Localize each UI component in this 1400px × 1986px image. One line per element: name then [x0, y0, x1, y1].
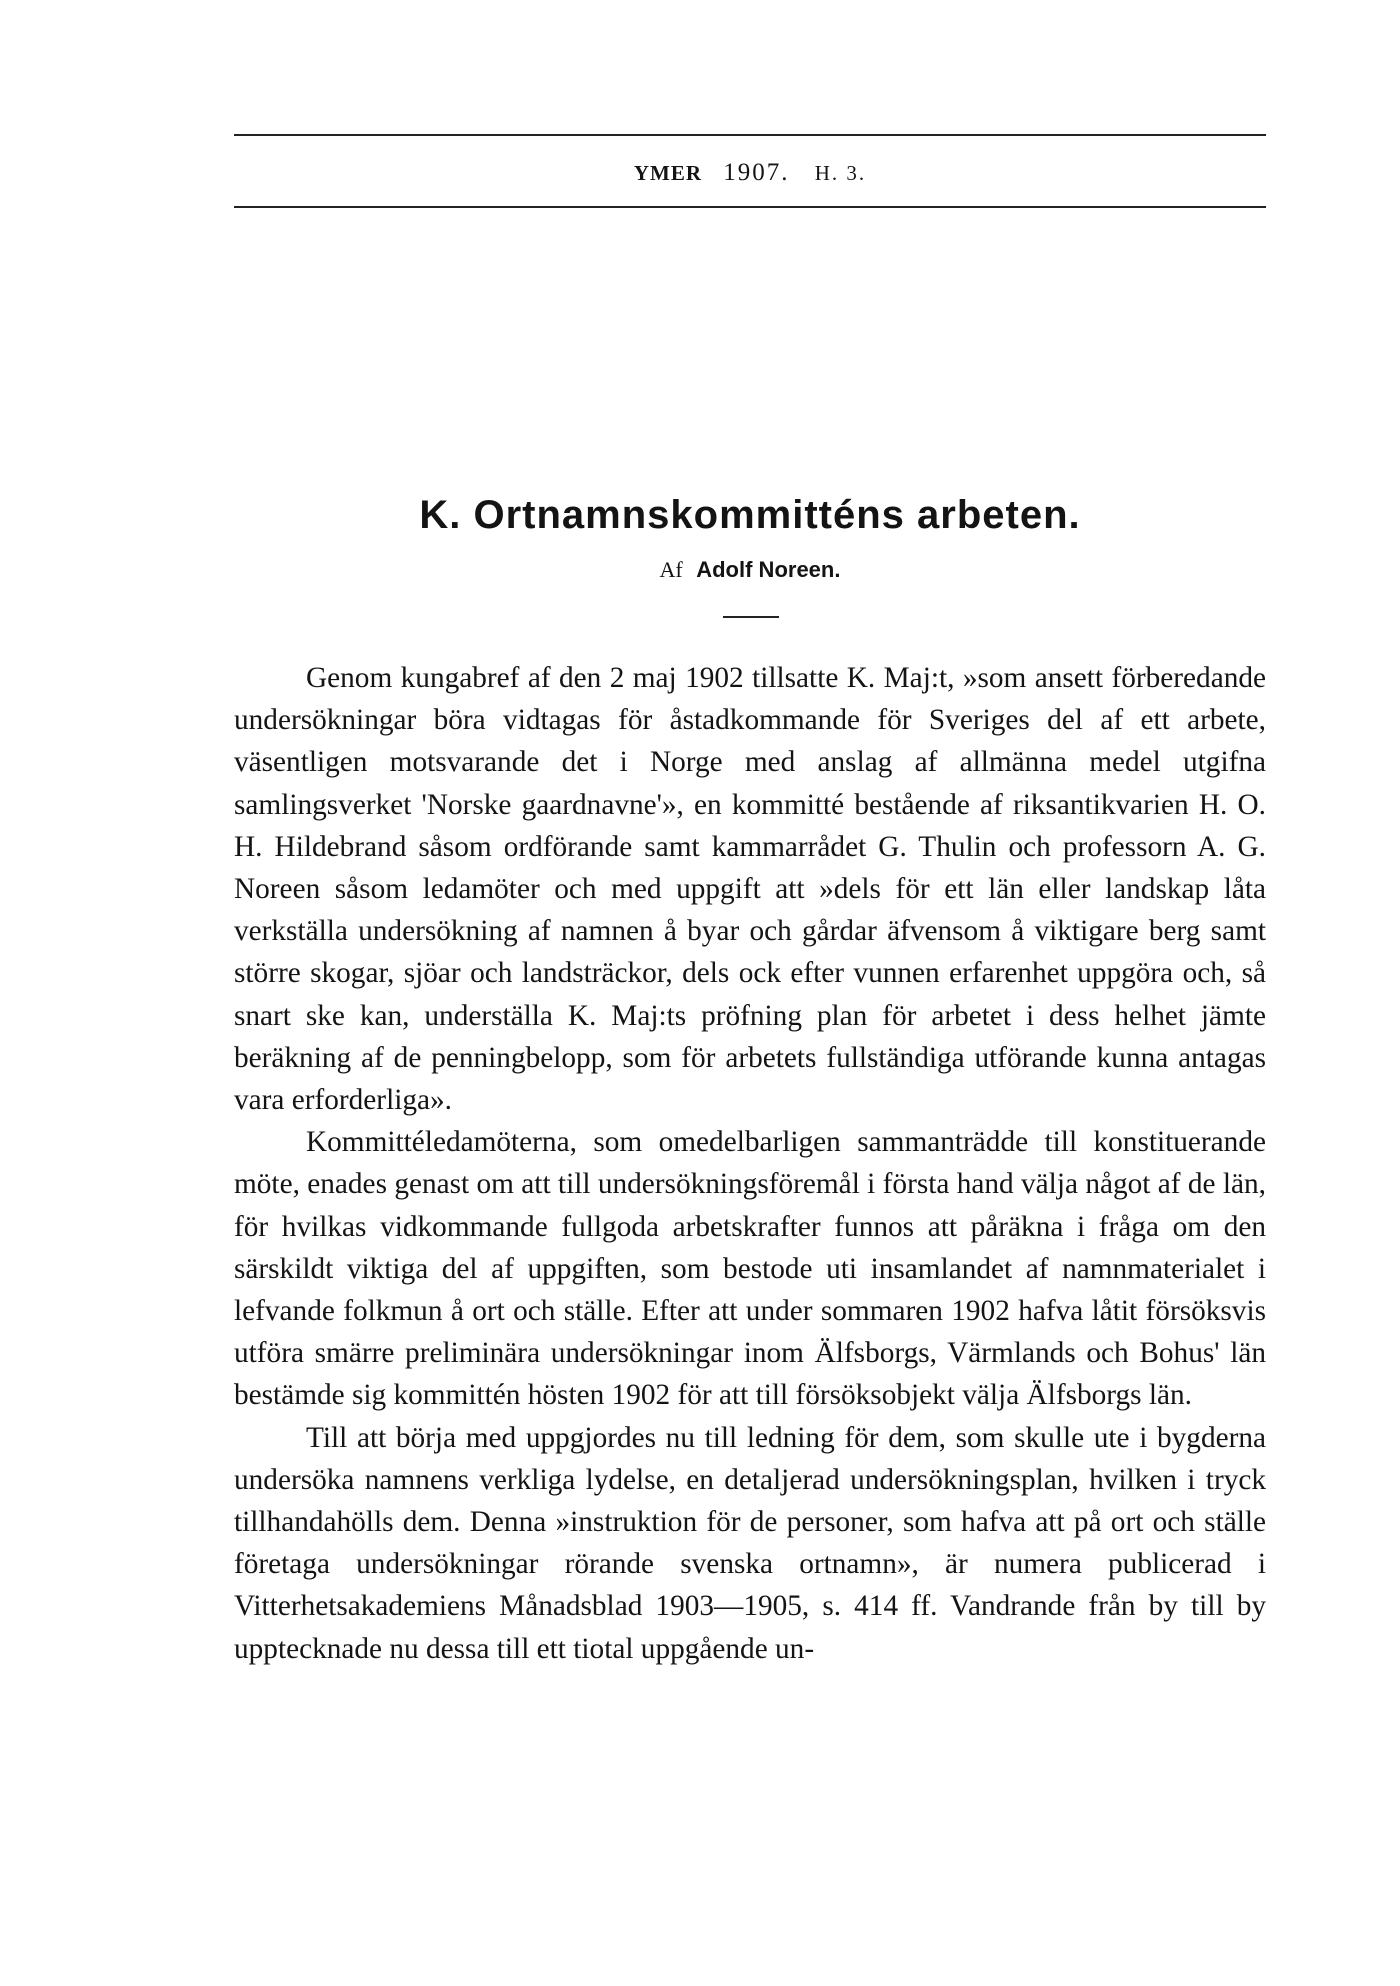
- paragraph-1: Genom kungabref af den 2 maj 1902 tillsatte K. Maj:t, »som ansett förberedande undersökningar böra vidtagas för åstadkommande för Sveriges del af ett arbete, väsentligen motsvarande det i Norge med anslag af allmänna medel utgifna samlingsverket 'Norske gaardnavne'», en kommitté bestående af riksantikvarien H. O. H. Hildebrand såsom ordförande samt kammarrådet G. Thulin och professorn A. G. Noreen såsom ledamöter och med uppgift att »dels för ett län eller landskap låta verkställa undersökning af namnen å byar och gårdar äfvensom å viktigare berg samt större skogar, sjöar och landsträckor, dels ock efter vunnen erfarenhet uppgöra och, så snart ske kan, underställa K. Maj:ts pröfning plan för arbetet i dess helhet jämte beräkning af de penningbelopp, som för arbetets fullständiga utförande kunna antagas vara erforderliga».: [234, 662, 1266, 1117]
- issue-number: H. 3.: [814, 161, 867, 185]
- title-separator: [723, 616, 779, 618]
- paragraph-3: Till att börja med uppgjordes nu till ledning för dem, som skulle ute i bygderna undersöka namnens verkliga lydelse, en detaljerad undersökningsplan, hvilken i tryck tillhandahölls dem. Denna »instruktion för de personer, som hafva att på ort och ställe företaga undersökningar rörande svenska ortnamn», är numera publicerad i Vitterhetsakademiens Månadsblad 1903—1905, s. 414 ff. Vandrande från by till by upptecknade nu dessa till ett tiotal uppgående un-: [234, 1421, 1266, 1665]
- byline: [234, 554, 1266, 586]
- paragraph-2: Kommittéledamöterna, som omedelbarligen sammanträdde till konstituerande möte, enades genast om att till undersökningsföremål i första hand välja något af de län, för hvilkas vidkommande fullgoda arbetskrafter funnos att påräkna i fråga om den särskildt viktiga del af uppgiften, som bestode uti insamlandet af namnmaterialet i lefvande folkmun å ort och ställe. Efter att under sommaren 1902 hafva låtit försöksvis utföra smärre preliminära undersökningar inom Älfsborgs, Värmlands och Bohus' län bestämde sig kommittén hösten 1902 för att till försöksobjekt välja Älfsborgs län.: [234, 1126, 1266, 1412]
- journal-year: 1907.: [723, 159, 790, 186]
- running-head: [234, 158, 1266, 188]
- journal-name: YMER: [633, 161, 702, 185]
- author-name: Adolf Noreen.: [696, 557, 841, 582]
- article-title: K. Ortnamnskommitténs arbeten.: [419, 493, 1081, 537]
- header-rule-bottom: [234, 206, 1266, 208]
- article-body: [234, 657, 1266, 1670]
- byline-prefix: Af: [659, 557, 683, 582]
- header-rule-top: [234, 134, 1266, 136]
